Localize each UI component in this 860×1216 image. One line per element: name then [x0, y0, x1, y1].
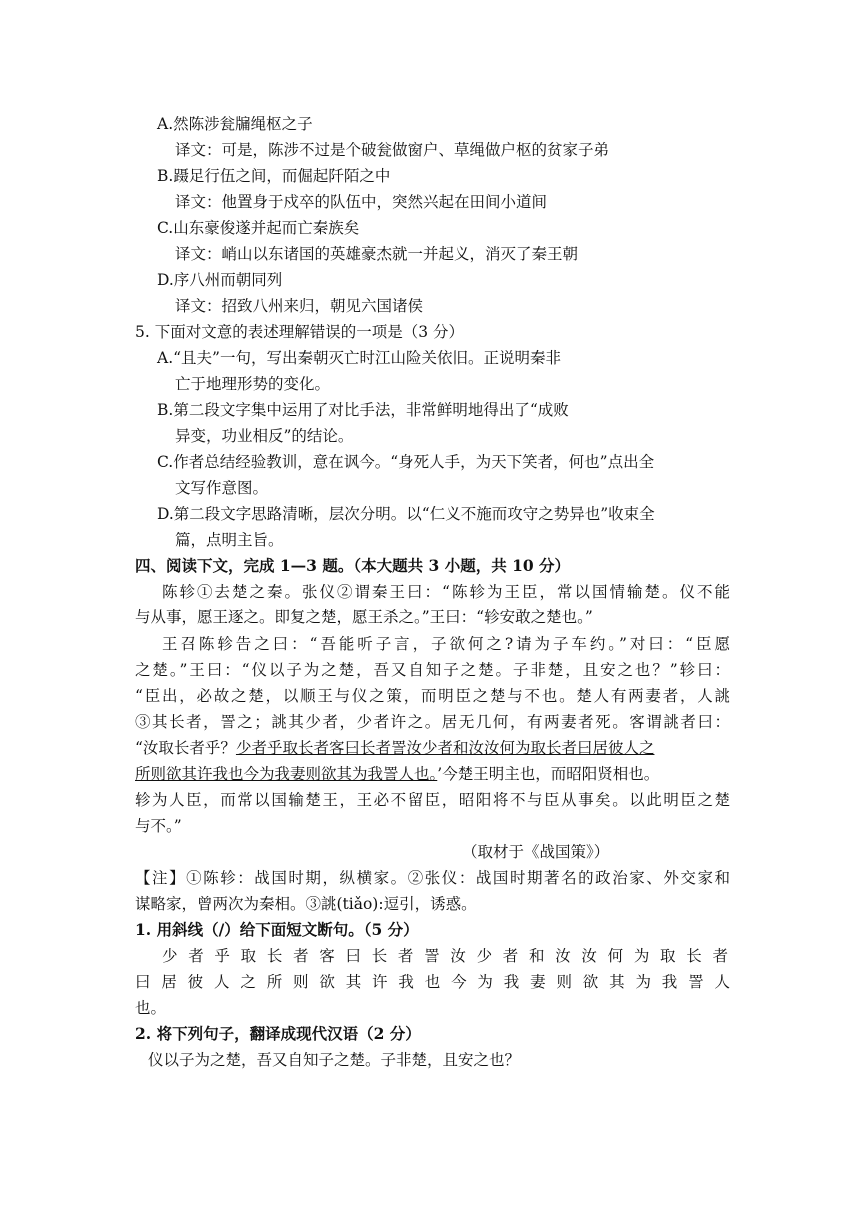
q1-stem: 1. 用斜线（/）给下面短文断句。（5 分） — [135, 920, 419, 939]
passage-p2-line5 — [135, 738, 654, 758]
passage-quote-start: “汝取长者乎？ — [135, 739, 236, 757]
passage-p2-line3: “臣出，必故之楚，以顺王与仪之策，而明臣之楚与不也。楚人有两妻者，人誂 — [135, 687, 730, 705]
passage-p2-line2: 之楚。”王曰：“仪以子为之楚，吾又自知子之楚。子非楚，且安之也？”轸曰： — [135, 661, 730, 679]
passage-p2-line8: 与不。” — [135, 817, 182, 835]
q5-option-b-line1: B.第二段文字集中运用了对比手法，非常鲜明地得出了“成败 — [157, 401, 569, 419]
q1-text-line3: 也。 — [135, 999, 167, 1017]
q5-option-b-line2: 异变，功业相反”的结论。 — [175, 427, 354, 445]
q4-option-d: D.序八州而朝同列 — [157, 271, 283, 289]
passage-p1-line1: 陈轸①去楚之秦。张仪②谓秦王曰：“陈轸为王臣，常以国情输楚。仪不能 — [162, 583, 730, 601]
source-citation: （取材于《战国策》） — [462, 843, 610, 861]
note-line2: 谋略家，曾两次为秦相。③誂(tiǎo):逗引，诱惑。 — [135, 895, 477, 913]
q4-option-a-translation: 译文：可是，陈涉不过是个破瓮做窗户、草绳做户枢的贫家子弟 — [175, 141, 610, 159]
q2-stem: 2. 将下列句子，翻译成现代汉语（2 分） — [135, 1024, 421, 1043]
q4-option-b: B.蹑足行伍之间，而倔起阡陌之中 — [157, 167, 391, 185]
q2-sentence: 仪以子为之楚，吾又自知子之楚。子非楚，且安之也？ — [148, 1051, 521, 1069]
q5-option-d-line1: D.第二段文字思路清晰，层次分明。以“仁义不施而攻守之势异也”收束全 — [157, 505, 655, 523]
q5-stem: 5. 下面对文意的表述理解错误的一项是（3 分） — [135, 323, 465, 341]
q1-text-line1: 少者乎取长者客曰长者詈汝少者和汝汝何为取长者 — [162, 947, 730, 965]
passage-p1-line2: 与从事，愿王逐之。即复之楚，愿王杀之。”王曰：“轸安敢之楚也。” — [135, 608, 593, 626]
q1-text-line2: 曰居彼人之所则欲其许我也今为我妻则欲其为我詈人 — [135, 973, 730, 991]
passage-p2-line7: 轸为人臣，而常以国输楚王，王必不留臣，昭阳将不与臣从事矣。以此明臣之楚 — [135, 791, 730, 809]
section-heading: 四、阅读下文，完成 1—3 题。（本大题共 3 小题，共 10 分） — [135, 556, 571, 575]
q4-option-c: C.山东豪俊遂并起而亡秦族矣 — [157, 219, 360, 237]
q4-option-c-translation: 译文：峭山以东诸国的英雄豪杰就一并起义，消灭了秦王朝 — [175, 245, 579, 263]
passage-p2-line4: ③其长者，詈之；誂其少者，少者许之。居无几何，有两妻者死。客谓誂者曰： — [135, 713, 730, 731]
underlined-passage-part1: 少者乎取长者客曰长者詈汝少者和汝汝何为取长者曰居彼人之 — [235, 739, 655, 757]
q4-option-d-translation: 译文：招致八州来归，朝见六国诸侯 — [175, 297, 424, 315]
q4-option-a: A.然陈涉瓮牖绳枢之子 — [157, 115, 313, 133]
q5-option-c-line1: C.作者总结经验教训，意在讽今。“身死人手，为天下笑者，何也”点出全 — [157, 453, 655, 471]
passage-p2-line1: 王召陈轸告之曰：“吾能听子言，子欲何之?请为子车约。”对曰：“臣愿 — [162, 635, 730, 653]
passage-p2-line6 — [135, 764, 659, 784]
q5-option-c-line2: 文写作意图。 — [175, 479, 269, 497]
q5-option-d-line2: 篇，点明主旨。 — [175, 531, 284, 549]
q5-option-a-line1: A.“且夫”一句，写出秦朝灭亡时江山险关依旧。正说明秦非 — [157, 349, 561, 367]
note-line1: 【注】①陈轸：战国时期，纵横家。②张仪：战国时期著名的政治家、外交家和 — [135, 869, 730, 887]
passage-continuation: ’今楚王明主也，而昭阳贤相也。 — [437, 765, 660, 783]
underlined-passage-part2: 所则欲其许我也今为我妻则欲其为我詈人也。 — [135, 765, 438, 783]
q4-option-b-translation: 译文：他置身于戍卒的队伍中，突然兴起在田间小道间 — [175, 193, 548, 211]
q5-option-a-line2: 亡于地理形势的变化。 — [175, 375, 331, 393]
